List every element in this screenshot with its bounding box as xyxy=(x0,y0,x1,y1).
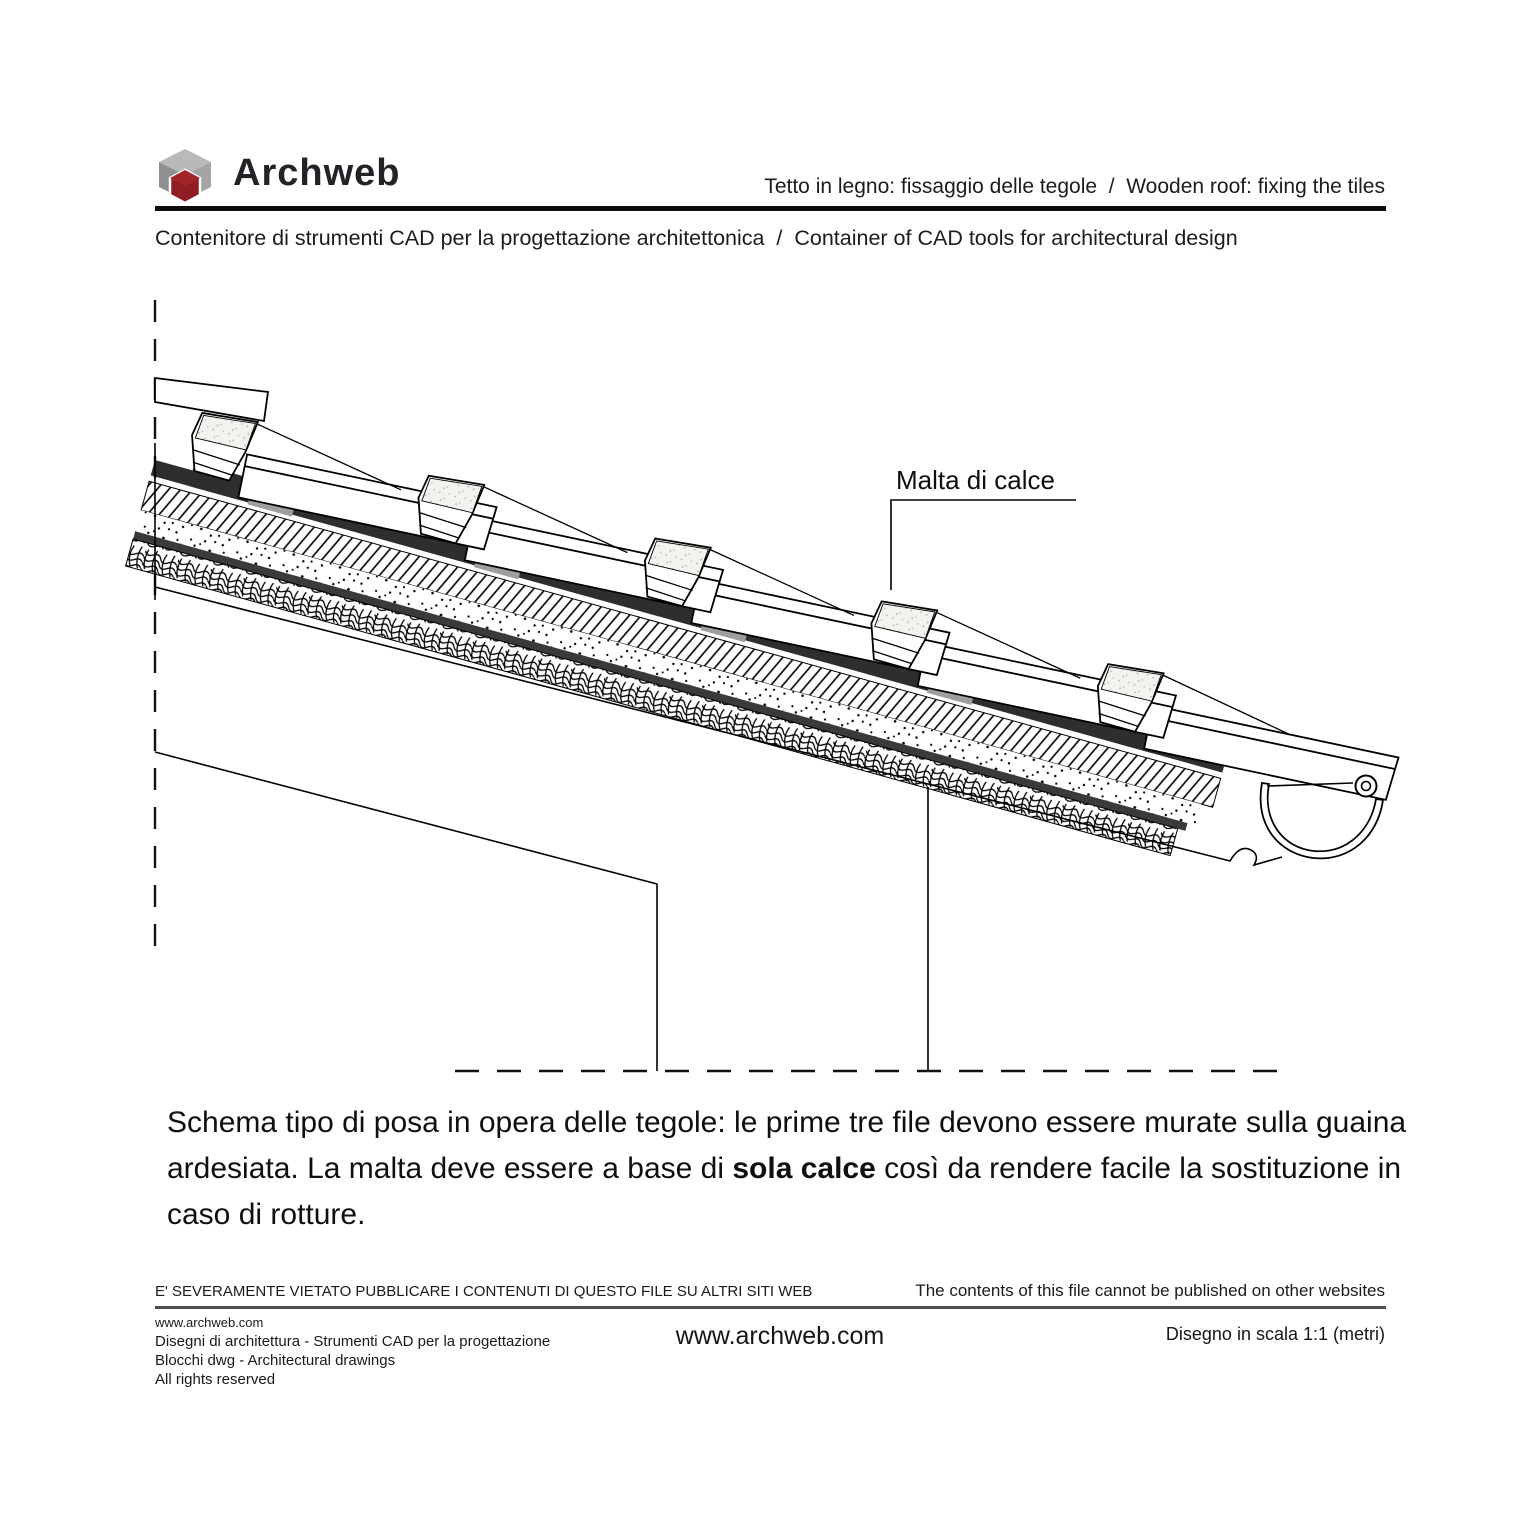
hatch-layer xyxy=(141,481,1221,807)
drawing-caption xyxy=(167,1100,1457,1238)
scale-note: Disegno in scala 1:1 (metri) xyxy=(1165,1324,1385,1344)
brand-name: Archweb xyxy=(233,152,401,194)
wall-outline xyxy=(155,752,657,1071)
footer-rule xyxy=(155,1306,1386,1309)
disclaimer-english: The contents of this file cannot be published on other websites xyxy=(915,1281,1385,1300)
disclaimer-italian: E' SEVERAMENTE VIETATO PUBBLICARE I CONTENUTI DI QUESTO FILE SU ALTRI SITI WEB xyxy=(155,1283,813,1300)
page-title: Tetto in legno: fissaggio delle tegole / Wooden roof: fixing the tiles xyxy=(764,175,1385,198)
leader-line xyxy=(891,500,1076,590)
caption-text-bold: sola calce xyxy=(732,1152,876,1185)
footer-info-block xyxy=(155,1313,550,1389)
footer-line-4: All rights reserved xyxy=(155,1371,276,1388)
caption-text-2: così da rendere facile la sostituzione in caso di rotture. xyxy=(167,1152,1402,1231)
gutter xyxy=(1261,776,1383,859)
footer-line-2: Disegni di architettura - Strumenti CAD per la progettazione xyxy=(155,1333,551,1350)
caption-text-1: Schema tipo di posa in opera delle tegole: le prime tre file devono essere murate sulla guaina ardesiata. La malta deve essere a base di xyxy=(167,1106,1407,1185)
page-subtitle: Contenitore di strumenti CAD per la progettazione architettonica / Container of CAD tools for architectural design xyxy=(155,226,1238,250)
gutter-curl-inner xyxy=(1362,782,1371,791)
footer-line-3: Blocchi dwg - Architectural drawings xyxy=(155,1352,396,1369)
footer-site-center[interactable]: www.archweb.com xyxy=(675,1322,885,1350)
roof-assembly xyxy=(126,398,1407,908)
malta-label: Malta di calce xyxy=(896,465,1055,495)
footer-site-link[interactable]: www.archweb.com xyxy=(155,1315,264,1330)
